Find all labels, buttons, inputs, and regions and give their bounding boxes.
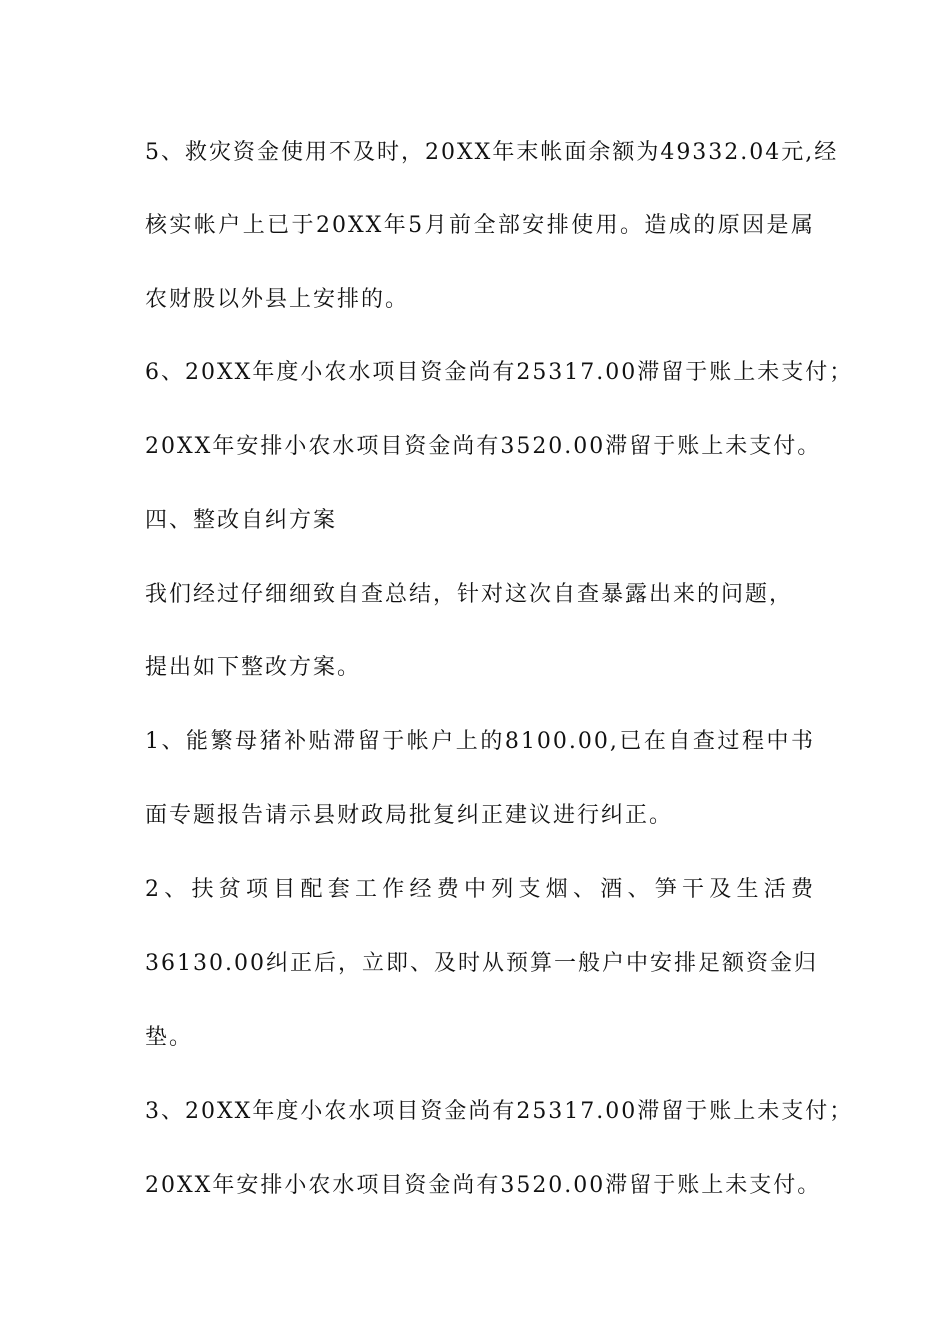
text-line: 3、20XX年度小农水项目资金尚有25317.00滞留于账上未支付； [145,1099,854,1124]
text-line: 1、能繁母猪补贴滞留于帐户上的8100.00,已在自查过程中书 [145,729,815,754]
text-line: 我们经过仔细细致自查总结，针对这次自查暴露出来的问题， [145,582,794,607]
text-line: 面专题报告请示县财政局批复纠正建议进行纠正。 [145,803,674,828]
text-line: 提出如下整改方案。 [145,655,362,680]
text-line: 2、扶贫项目配套工作经费中列支烟、酒、笋干及生活费 [145,877,815,902]
text-line: 垫。 [145,1025,194,1050]
text-line: 农财股以外县上安排的。 [145,287,410,312]
text-line: 核实帐户上已于20XX年5月前全部安排使用。造成的原因是属 [145,213,815,238]
text-line: 6、20XX年度小农水项目资金尚有25317.00滞留于账上未支付； [145,360,854,385]
text-line: 36130.00纠正后，立即、及时从预算一般户中安排足额资金归 [145,951,818,976]
text-line: 20XX年安排小农水项目资金尚有3520.00滞留于账上未支付。 [145,434,822,459]
text-line: 5、救灾资金使用不及时，20XX年末帐面余额为49332.04元,经 [145,140,839,165]
section-heading: 四、整改自纠方案 [145,508,338,533]
text-line: 20XX年安排小农水项目资金尚有3520.00滞留于账上未支付。 [145,1173,822,1198]
